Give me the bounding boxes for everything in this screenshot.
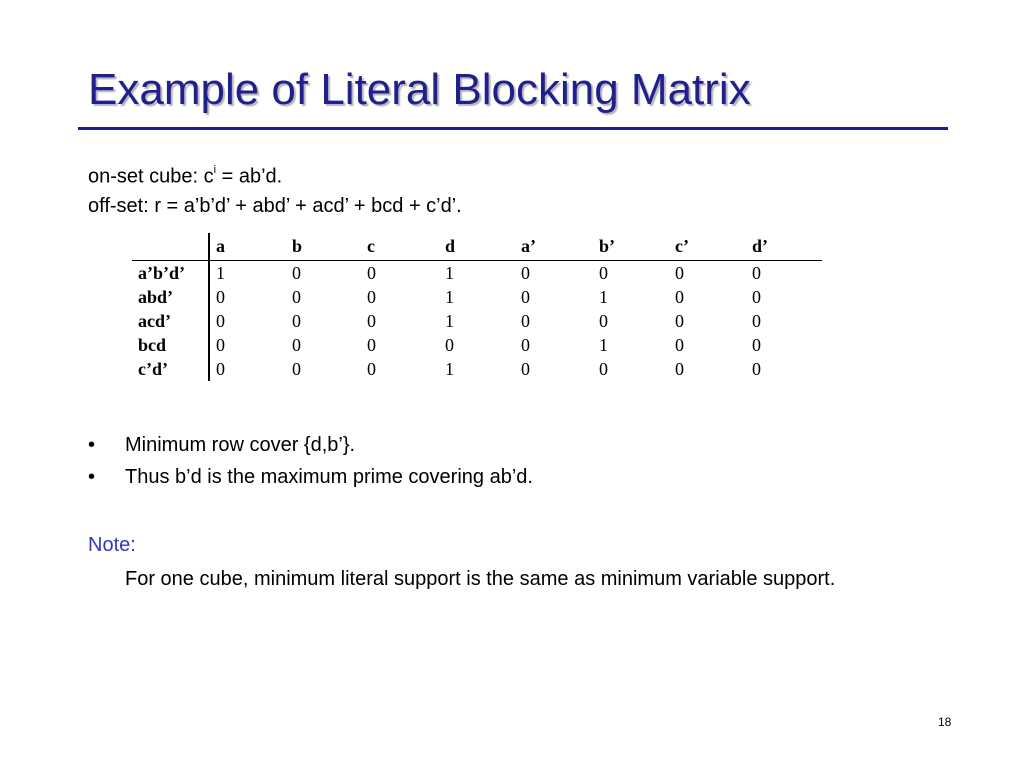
row-label: c’d’ [138, 359, 168, 379]
row-label: a’b’d’ [138, 263, 186, 283]
column-header: d’ [752, 236, 769, 256]
matrix-cell: 0 [216, 311, 225, 331]
matrix-cell: 1 [445, 359, 454, 379]
matrix-cell: 0 [292, 359, 301, 379]
matrix-cell: 0 [752, 335, 761, 355]
matrix-cell: 1 [599, 335, 608, 355]
note-label: Note: [88, 534, 136, 556]
row-label: abd’ [138, 287, 174, 307]
matrix-cell: 0 [292, 263, 301, 283]
matrix-cell: 0 [675, 287, 684, 307]
column-header: d [445, 236, 456, 256]
row-label: bcd [138, 335, 167, 355]
matrix-cell: 0 [521, 311, 530, 331]
onset-line [88, 160, 282, 189]
matrix-cell: 0 [292, 311, 301, 331]
matrix-cell: 1 [445, 287, 454, 307]
onset-superscript: i [213, 164, 217, 176]
matrix-cell: 0 [599, 311, 608, 331]
page-number: 18 [938, 715, 952, 729]
matrix-row [132, 357, 822, 381]
matrix-cell: 0 [521, 287, 530, 307]
matrix-row [132, 309, 822, 333]
column-header: a’ [521, 236, 536, 256]
matrix-cell: 0 [216, 287, 225, 307]
slide-title: Example of Literal Blocking Matrix [88, 65, 751, 114]
matrix-cell: 0 [521, 335, 530, 355]
column-header: b [292, 236, 303, 256]
column-header: a [216, 236, 225, 256]
bullet-marker: • [88, 466, 96, 488]
matrix-cell: 0 [367, 359, 376, 379]
bullet-marker: • [88, 434, 96, 456]
matrix-body [132, 261, 822, 381]
matrix-cell: 0 [752, 311, 761, 331]
matrix-cell: 1 [216, 263, 225, 283]
matrix-row [132, 285, 822, 309]
bullet-text: Minimum row cover {d,b’}. [125, 434, 356, 456]
matrix-cell: 0 [367, 263, 376, 283]
matrix-cell: 0 [521, 263, 530, 283]
matrix-cell: 1 [599, 287, 608, 307]
matrix-cell: 0 [675, 311, 684, 331]
matrix-cell: 0 [367, 311, 376, 331]
column-header: b’ [599, 236, 616, 256]
matrix-cell: 0 [292, 335, 301, 355]
onset-suffix: = ab’d. [216, 165, 283, 188]
matrix-cell: 0 [675, 335, 684, 355]
matrix-cell: 0 [599, 359, 608, 379]
matrix-cell: 0 [752, 287, 761, 307]
matrix-cell: 0 [367, 287, 376, 307]
matrix-cell: 0 [599, 263, 608, 283]
column-header: c [367, 236, 375, 256]
matrix-cell: 0 [367, 335, 376, 355]
blocking-matrix [132, 233, 822, 381]
matrix-cell: 0 [752, 359, 761, 379]
row-label: acd’ [138, 311, 171, 331]
matrix-cell: 0 [752, 263, 761, 283]
matrix-row [132, 261, 822, 285]
matrix-cell: 0 [675, 263, 684, 283]
onset-prefix: on-set cube: c [88, 165, 214, 188]
matrix-cell: 0 [445, 335, 454, 355]
title-underline [78, 127, 948, 130]
matrix-header-row [132, 233, 822, 261]
bullet-text: Thus b’d is the maximum prime covering ab’d. [125, 466, 533, 488]
matrix-cell: 0 [675, 359, 684, 379]
matrix-cell: 0 [216, 359, 225, 379]
matrix-cell: 0 [292, 287, 301, 307]
matrix-cell: 0 [521, 359, 530, 379]
offset-line: off-set: r = a’b’d’ + abd’ + acd’ + bcd + c’d’. [88, 195, 462, 217]
note-text: For one cube, minimum literal support is the same as minimum variable support. [125, 568, 836, 590]
matrix-cell: 0 [216, 335, 225, 355]
column-header: c’ [675, 236, 689, 256]
matrix-cell: 1 [445, 263, 454, 283]
matrix-cell: 1 [445, 311, 454, 331]
matrix-row [132, 333, 822, 357]
